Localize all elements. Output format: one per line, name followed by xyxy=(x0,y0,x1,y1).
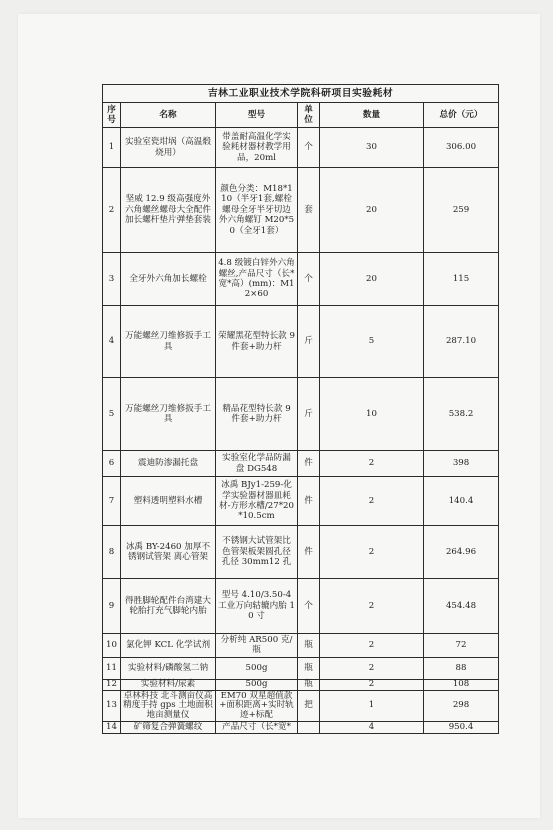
row-total: 538.2 xyxy=(424,378,499,451)
row-unit: 瓶 xyxy=(298,634,320,658)
header-total: 总价（元） xyxy=(424,103,499,128)
table-title: 吉林工业职业技术学院科研项目实验耗材 xyxy=(103,85,499,103)
row-model: 颜色分类：M18*110（半牙1套,螺栓螺母全牙半牙切边外六角螺钉 M20*50（全牙1套） xyxy=(216,168,298,253)
row-model: 精品花型特长款 9 件套+助力杆 xyxy=(216,378,298,451)
row-name: 得胜脚轮配件台湾建大轮胎打充气脚轮内胎 xyxy=(121,579,216,634)
title-row xyxy=(103,85,499,103)
row-total: 264.96 xyxy=(424,526,499,579)
table-row xyxy=(103,579,499,634)
row-model: 分析纯 AR500 克/瓶 xyxy=(216,634,298,658)
row-name: 全牙外六角加长螺栓 xyxy=(121,253,216,306)
row-unit: 套 xyxy=(298,168,320,253)
row-quantity: 2 xyxy=(320,634,424,658)
document-page xyxy=(18,14,540,818)
row-name: 塑料透明塑料水槽 xyxy=(121,477,216,526)
row-name: 卓林科技 北斗测亩仪高精度手持 gps 土地面积地亩测量仪 xyxy=(121,690,216,721)
table-row xyxy=(103,477,499,526)
row-name: 万能螺丝刀维修扳手工具 xyxy=(121,378,216,451)
row-name: 实验材料/磷酸氢二钠 xyxy=(121,657,216,679)
row-index: 1 xyxy=(103,128,121,168)
row-model: 500g xyxy=(216,657,298,679)
row-index: 4 xyxy=(103,306,121,378)
row-quantity: 2 xyxy=(320,679,424,690)
row-index: 5 xyxy=(103,378,121,451)
row-quantity: 4 xyxy=(320,721,424,733)
row-total: 72 xyxy=(424,634,499,658)
row-unit: 斤 xyxy=(298,378,320,451)
table-row xyxy=(103,168,499,253)
row-name: 实验室瓷坩埚（高温煅烧用） xyxy=(121,128,216,168)
header-unit: 单位 xyxy=(298,103,320,128)
row-model: 500g xyxy=(216,679,298,690)
row-unit: 个 xyxy=(298,253,320,306)
row-index: 12 xyxy=(103,679,121,690)
row-total: 306.00 xyxy=(424,128,499,168)
row-unit: 瓶 xyxy=(298,657,320,679)
row-name: 万能螺丝刀维修扳手工具 xyxy=(121,306,216,378)
row-unit: 个 xyxy=(298,579,320,634)
row-quantity: 5 xyxy=(320,306,424,378)
row-model: 不锈钢大试管架比色管架板架圆孔径 孔径 30mm12 孔 xyxy=(216,526,298,579)
row-model: 产品尺寸（长*宽* xyxy=(216,721,298,733)
row-total: 298 xyxy=(424,690,499,721)
row-index: 6 xyxy=(103,451,121,477)
row-quantity: 1 xyxy=(320,690,424,721)
row-unit: 斤 xyxy=(298,306,320,378)
row-total: 115 xyxy=(424,253,499,306)
header-model: 型号 xyxy=(216,103,298,128)
row-model: 荣耀黑花型特长款 9 件套+助力杆 xyxy=(216,306,298,378)
row-index: 8 xyxy=(103,526,121,579)
consumables-table-container xyxy=(102,84,498,734)
row-model: EM70 双星超值款+面积距离+实时轨迹+标配 xyxy=(216,690,298,721)
row-model: 实验室化学品防漏盘 DG548 xyxy=(216,451,298,477)
row-total: 454.48 xyxy=(424,579,499,634)
row-name: 坚威 12.9 级高强度外六角螺丝螺母大全配件加长螺杆垫片弹垫套装 xyxy=(121,168,216,253)
table-row xyxy=(103,690,499,721)
row-index: 10 xyxy=(103,634,121,658)
table-row xyxy=(103,657,499,679)
header-row xyxy=(103,103,499,128)
row-index: 13 xyxy=(103,690,121,721)
row-model: 冰禹 BJy1-259-化学实验器材器皿耗材-方形水槽/27*20*10.5cm xyxy=(216,477,298,526)
row-index: 3 xyxy=(103,253,121,306)
row-total: 398 xyxy=(424,451,499,477)
row-total: 88 xyxy=(424,657,499,679)
row-name: 实验材料/尿素 xyxy=(121,679,216,690)
row-index: 11 xyxy=(103,657,121,679)
row-unit xyxy=(298,721,320,733)
row-model: 4.8 级镀白锌外六角螺丝,产品尺寸（长*宽*高）(mm)：M12×60 xyxy=(216,253,298,306)
row-name: 冰禹 BY-2460 加厚不锈钢试管架 离心管架 xyxy=(121,526,216,579)
table-row xyxy=(103,128,499,168)
row-unit: 瓶 xyxy=(298,679,320,690)
row-index: 9 xyxy=(103,579,121,634)
row-total: 950.4 xyxy=(424,721,499,733)
row-quantity: 30 xyxy=(320,128,424,168)
row-name: 氯化钾 KCL 化学试剂 xyxy=(121,634,216,658)
row-total: 287.10 xyxy=(424,306,499,378)
row-quantity: 2 xyxy=(320,579,424,634)
consumables-table xyxy=(102,84,499,734)
row-unit: 件 xyxy=(298,477,320,526)
row-quantity: 2 xyxy=(320,477,424,526)
header-quantity: 数量 xyxy=(320,103,424,128)
row-model: 带盖耐高温化学实验耗材器材教学用品，20ml xyxy=(216,128,298,168)
row-index: 14 xyxy=(103,721,121,733)
row-total: 259 xyxy=(424,168,499,253)
row-name: 震迪防渗漏托盘 xyxy=(121,451,216,477)
row-quantity: 20 xyxy=(320,168,424,253)
row-unit: 件 xyxy=(298,451,320,477)
row-name: 矿筛复合弹簧螺纹 xyxy=(121,721,216,733)
table-row xyxy=(103,253,499,306)
table-row xyxy=(103,679,499,690)
header-index: 序号 xyxy=(103,103,121,128)
row-quantity: 10 xyxy=(320,378,424,451)
row-total: 108 xyxy=(424,679,499,690)
table-row xyxy=(103,306,499,378)
row-index: 7 xyxy=(103,477,121,526)
row-quantity: 2 xyxy=(320,526,424,579)
table-row xyxy=(103,526,499,579)
row-quantity: 2 xyxy=(320,657,424,679)
row-index: 2 xyxy=(103,168,121,253)
header-name: 名称 xyxy=(121,103,216,128)
table-row xyxy=(103,634,499,658)
row-quantity: 20 xyxy=(320,253,424,306)
table-row xyxy=(103,721,499,733)
row-unit: 件 xyxy=(298,526,320,579)
table-row xyxy=(103,451,499,477)
table-row xyxy=(103,378,499,451)
row-total: 140.4 xyxy=(424,477,499,526)
row-unit: 个 xyxy=(298,128,320,168)
row-quantity: 2 xyxy=(320,451,424,477)
row-model: 型号 4.10/3.50-4 工业万向轱辘内胎 10 寸 xyxy=(216,579,298,634)
row-unit: 把 xyxy=(298,690,320,721)
